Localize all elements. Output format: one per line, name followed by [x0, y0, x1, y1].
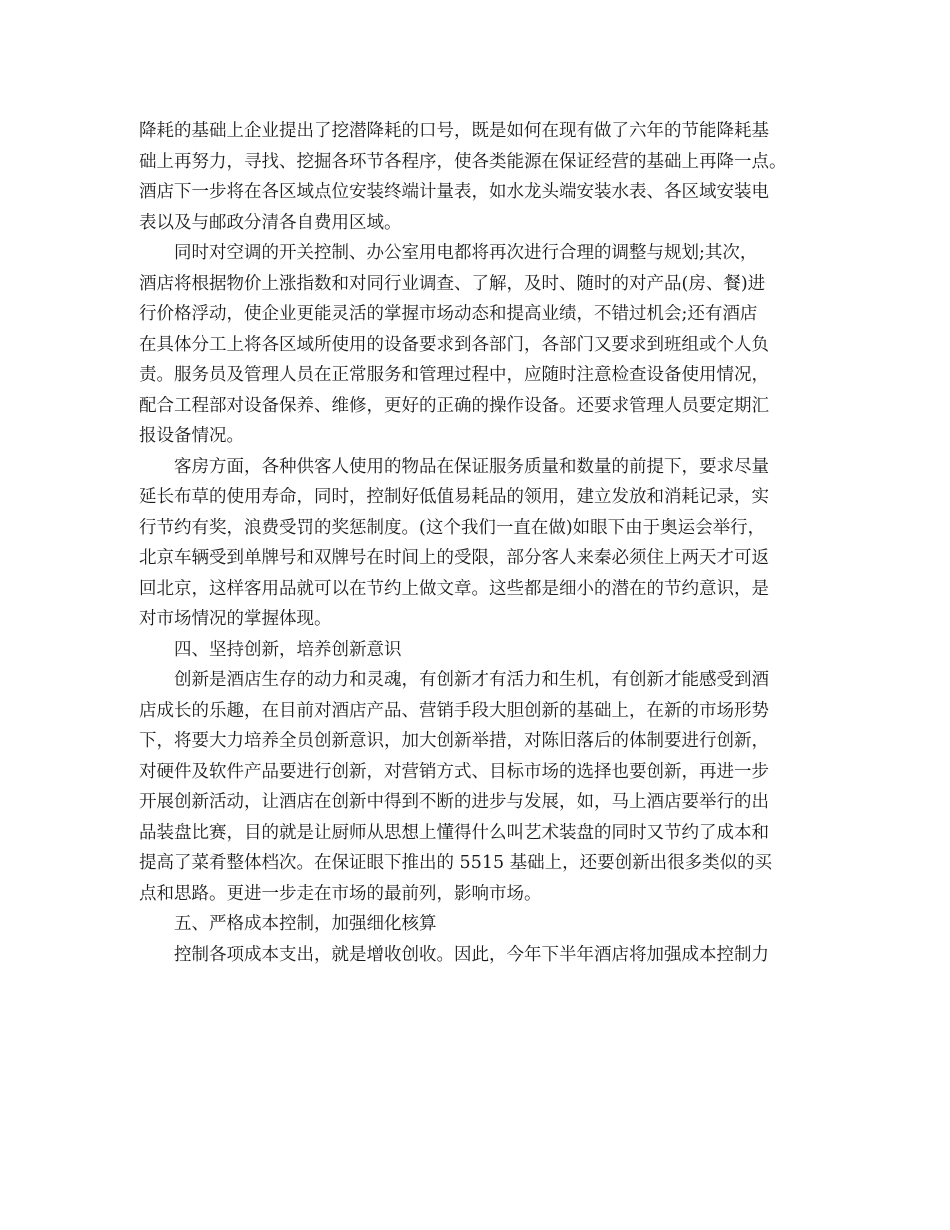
text-line: 创新是酒店生存的动力和灵魂，有创新才有活力和生机，有创新才能感受到酒	[174, 670, 769, 690]
text-line: 酒店将根据物价上涨指数和对同行业调查、了解，及时、随时的对产品(房、餐)进	[139, 273, 766, 294]
text-line: 北京车辆受到单牌号和双牌号在时间上的受限，部分客人来秦必须住上两天才可返	[139, 548, 769, 568]
text-line: 行节约有奖，浪费受罚的奖惩制度。(这个我们一直在做)如眼下由于奥运会举行，	[139, 517, 766, 538]
text-line: 点和思路。更进一步走在市场的最前列，影响市场。	[139, 883, 542, 904]
text-line: 控制各项成本支出，就是增收创收。因此，今年下半年酒店将加强成本控制力	[174, 944, 769, 965]
text-line: 础上再努力，寻找、挖掘各环节各程序，使各类能源在保证经营的基础上再降一点。	[139, 151, 787, 172]
text-line: 回北京，这样客用品就可以在节约上做文章。这些都是细小的潜在的节约意识，是	[139, 578, 769, 599]
text-line: 在具体分工上将各区域所使用的设备要求到各部门，各部门又要求到班组或个人负	[139, 334, 769, 355]
text-line: 延长布草的使用寿命，同时，控制好低值易耗品的领用，建立发放和消耗记录，实	[139, 487, 769, 507]
text-line: 品装盘比赛，目的就是让厨师从思想上懂得什么叫艺术装盘的同时又节约了成本和	[139, 822, 769, 843]
text-line: 提高了菜肴整体档次。在保证眼下推出的 5515 基础上，还要创新出很多类似的买	[139, 853, 773, 873]
text-line: 表以及与邮政分清各自费用区域。	[139, 212, 402, 233]
text-line: 配合工程部对设备保养、维修，更好的正确的操作设备。还要求管理人员要定期汇	[139, 395, 769, 416]
text-line: 开展创新活动，让酒店在创新中得到不断的进步与发展，如，马上酒店要举行的出	[139, 792, 769, 812]
text-line: 对硬件及软件产品要进行创新，对营销方式、目标市场的选择也要创新，再进一步	[139, 761, 769, 782]
text-line: 报设备情况。	[139, 426, 244, 446]
text-line: 店成长的乐趣，在目前对酒店产品、营销手段大胆创新的基础上，在新的市场形势	[139, 700, 769, 721]
text-line: 行价格浮动，使企业更能灵活的掌握市场动态和提高业绩，不错过机会;还有酒店	[139, 304, 758, 324]
text-line: 对市场情况的掌握体现。	[139, 609, 332, 629]
text-line: 下，将要大力培养全员创新意识，加大创新举措，对陈旧落后的体制要进行创新，	[139, 731, 769, 751]
document-body	[139, 116, 819, 970]
text-line: 责。服务员及管理人员在正常服务和管理过程中，应随时注意检查设备使用情况，	[139, 365, 769, 385]
text-line: 酒店下一步将在各区域点位安装终端计量表，如水龙头端安装水表、各区域安装电	[139, 182, 769, 202]
text-line: 同时对空调的开关控制、办公室用电都将再次进行合理的调整与规划;其次，	[174, 243, 758, 263]
text-line: 四、坚持创新，培养创新意识	[174, 639, 402, 660]
text-line: 五、严格成本控制，加强细化核算	[174, 914, 437, 934]
text-line: 降耗的基础上企业提出了挖潜降耗的口号，既是如何在现有做了六年的节能降耗基	[139, 121, 769, 141]
text-line: 客房方面，各种供客人使用的物品在保证服务质量和数量的前提下，要求尽量	[174, 456, 769, 477]
